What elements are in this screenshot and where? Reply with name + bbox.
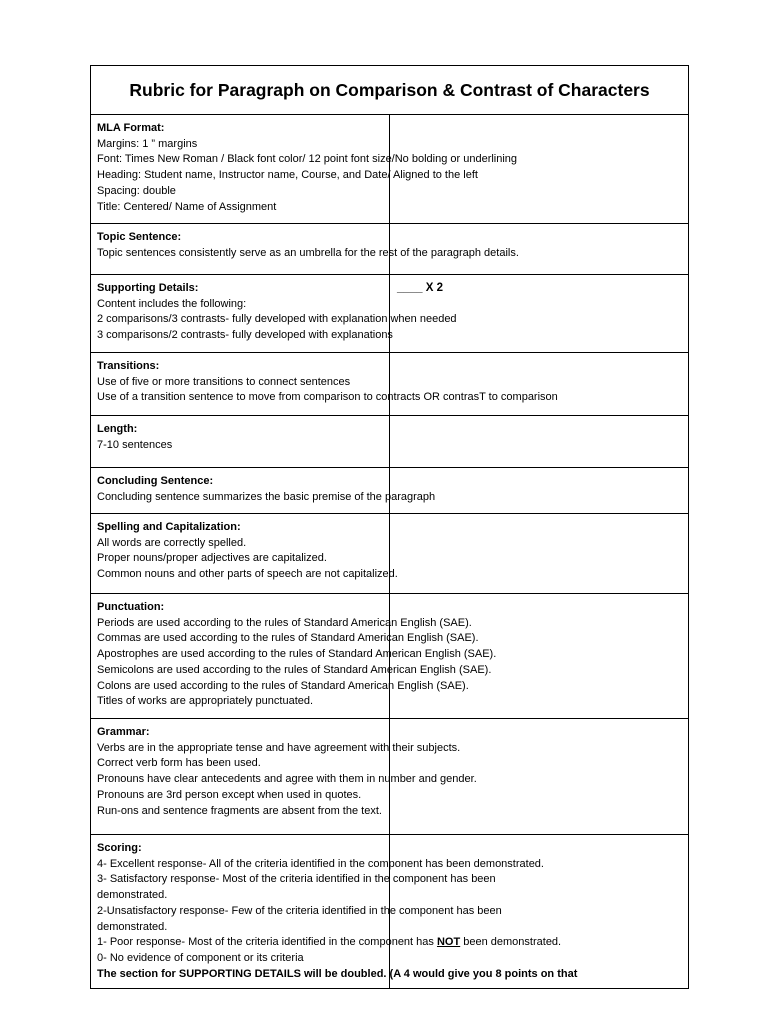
criterion-line: Concluding sentence summarizes the basic premise of the paragraph bbox=[97, 490, 436, 503]
criterion-row bbox=[91, 594, 689, 719]
criterion-heading: Supporting Details: bbox=[97, 282, 199, 294]
criterion-line: Verbs are in the appropriate tense and have agreement with their subjects. bbox=[97, 741, 461, 754]
criterion-line: Heading: Student name, Instructor name, Course, and Date/ Aligned to the left bbox=[97, 169, 478, 182]
score-cell bbox=[390, 353, 689, 416]
scoring-line-zero: 0- No evidence of component or its criteria bbox=[97, 951, 304, 964]
title-row bbox=[91, 66, 689, 115]
criterion-line: Semicolons are used according to the rules of Standard American English (SAE). bbox=[97, 663, 492, 676]
criterion-line: Topic sentences consistently serve as an umbrella for the rest of the paragraph details. bbox=[97, 246, 519, 259]
criterion-row bbox=[91, 115, 689, 224]
criterion-cell bbox=[91, 115, 518, 224]
criterion-line: Spacing: double bbox=[97, 184, 176, 197]
criterion-line: Titles of works are appropriately punctuated. bbox=[97, 695, 314, 708]
criterion-line: Correct verb form has been used. bbox=[97, 757, 261, 770]
criterion-line: Title: Centered/ Name of Assignment bbox=[97, 200, 277, 213]
criterion-line: Font: Times New Roman / Black font color/ 12 point font size/No bolding or underlining bbox=[97, 153, 518, 166]
criterion-heading: Grammar: bbox=[97, 726, 150, 738]
criterion-cell bbox=[91, 594, 497, 719]
criterion-line: Proper nouns/proper adjectives are capitalized. bbox=[97, 552, 327, 565]
criterion-cell bbox=[91, 416, 390, 468]
scoring-line: 4- Excellent response- All of the criteria identified in the component has been demonstrated. bbox=[97, 857, 544, 870]
scoring-cell bbox=[91, 835, 578, 989]
criterion-heading: Concluding Sentence: bbox=[97, 475, 214, 487]
criterion-heading: Transitions: bbox=[97, 360, 160, 372]
rubric-title: Rubric for Paragraph on Comparison & Contrast of Characters bbox=[129, 80, 650, 100]
criterion-line: 7-10 sentences bbox=[97, 438, 173, 451]
criterion-cell bbox=[91, 353, 558, 416]
criterion-heading: Length: bbox=[97, 423, 138, 435]
scoring-poor-emphasis: NOT bbox=[436, 936, 461, 949]
criterion-line: Use of a transition sentence to move from comparison to contracts OR contrasT to comparison bbox=[97, 391, 558, 404]
criterion-cell bbox=[91, 468, 436, 514]
scoring-line: demonstrated. bbox=[97, 920, 168, 933]
score-cell bbox=[390, 416, 689, 468]
criterion-row bbox=[91, 514, 689, 594]
title-cell bbox=[91, 66, 689, 115]
rubric-table bbox=[90, 65, 689, 989]
criterion-line: Pronouns are 3rd person except when used in quotes. bbox=[97, 788, 362, 801]
criterion-line: Content includes the following: bbox=[97, 297, 247, 310]
scoring-line: demonstrated. bbox=[97, 889, 168, 902]
criterion-line: Apostrophes are used according to the rules of Standard American English (SAE). bbox=[97, 648, 497, 661]
criterion-cell bbox=[91, 224, 519, 275]
criterion-row bbox=[91, 416, 689, 468]
criterion-line: 3 comparisons/2 contrasts- fully developed with explanations bbox=[97, 329, 393, 342]
criterion-cell bbox=[91, 514, 398, 594]
criterion-row bbox=[91, 275, 689, 353]
criterion-line: Commas are used according to the rules of Standard American English (SAE). bbox=[97, 632, 479, 645]
criterion-line: Common nouns and other parts of speech are not capitalized. bbox=[97, 568, 398, 581]
criterion-line: All words are correctly spelled. bbox=[97, 536, 247, 549]
criterion-line: Colons are used according to the rules of Standard American English (SAE). bbox=[97, 679, 469, 692]
scoring-poor-text: 1- Poor response- Most of the criteria identified in the component has bbox=[97, 936, 437, 949]
criterion-cell bbox=[91, 719, 477, 835]
score-multiplier: ____ X 2 bbox=[397, 282, 444, 294]
criterion-heading: Spelling and Capitalization: bbox=[97, 521, 241, 533]
criterion-heading: Punctuation: bbox=[97, 601, 165, 613]
scoring-note: The section for SUPPORTING DETAILS will be doubled. (A 4 would give you 8 points on that bbox=[97, 967, 578, 980]
scoring-poor-tail: been demonstrated. bbox=[460, 936, 562, 949]
scoring-line-poor bbox=[97, 935, 562, 951]
criterion-line: Use of five or more transitions to connect sentences bbox=[97, 375, 351, 388]
criterion-row bbox=[91, 224, 689, 275]
criterion-line: 2 comparisons/3 contrasts- fully developed with explanation when needed bbox=[97, 313, 457, 326]
criterion-heading: MLA Format: bbox=[97, 122, 165, 134]
rubric-sheet bbox=[90, 65, 689, 989]
scoring-line: 2-Unsatisfactory response- Few of the criteria identified in the component has been bbox=[97, 904, 502, 917]
criterion-line: Margins: 1 ” margins bbox=[97, 137, 198, 150]
criterion-line: Pronouns have clear antecedents and agree with them in number and gender. bbox=[97, 773, 477, 786]
scoring-row bbox=[91, 835, 689, 989]
criterion-row bbox=[91, 468, 689, 514]
criterion-heading: Topic Sentence: bbox=[97, 231, 182, 243]
score-cell bbox=[390, 514, 689, 594]
criterion-line: Run-ons and sentence fragments are absent from the text. bbox=[97, 804, 382, 817]
criterion-row bbox=[91, 353, 689, 416]
scoring-line: 3- Satisfactory response- Most of the criteria identified in the component has been bbox=[97, 873, 496, 886]
criterion-row bbox=[91, 719, 689, 835]
criterion-line: Periods are used according to the rules of Standard American English (SAE). bbox=[97, 616, 472, 629]
scoring-heading: Scoring: bbox=[97, 842, 142, 854]
